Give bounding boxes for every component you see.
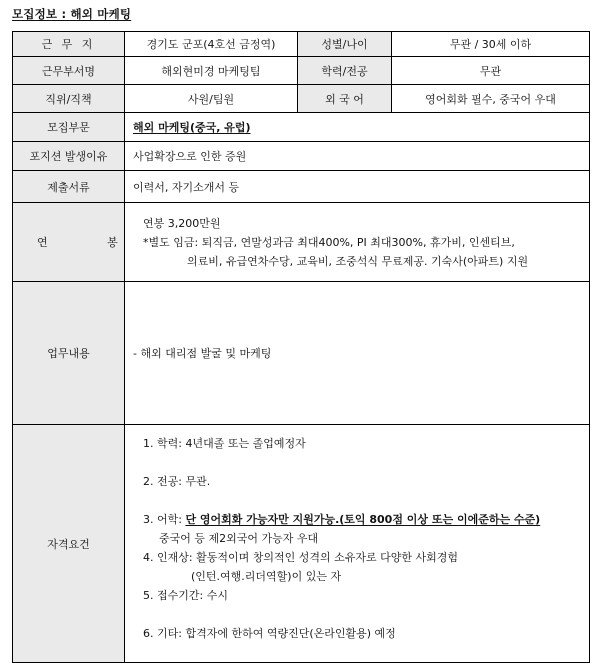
salary-line-2: *별도 임금: 퇴직금, 연말성과금 최대400%, PI 최대300%, 휴가비, 인센티브, bbox=[143, 236, 515, 249]
education-value: 무관 bbox=[392, 57, 590, 85]
requirement-1: 1. 학력: 4년대졸 또는 졸업예정자 bbox=[143, 437, 306, 450]
duties-value: - 해외 대리점 발굴 및 마케팅 bbox=[125, 282, 590, 425]
page-title: 모집정보 : 해외 마케팅 bbox=[12, 7, 132, 21]
requirement-5: 5. 접수기간: 수시 bbox=[143, 589, 228, 602]
requirement-2: 2. 전공: 무관. bbox=[143, 475, 211, 488]
requirement-4-sub: (인턴.여행.리더역할)이 있는 자 bbox=[191, 570, 342, 583]
documents-value: 이력서, 자기소개서 등 bbox=[125, 171, 590, 203]
recruitment-table bbox=[12, 31, 590, 663]
requirement-4: 4. 인재상: 활동적이며 창의적인 성격의 소유자로 다양한 사회경험 bbox=[143, 551, 458, 564]
salary-line-3: 의료비, 유급연차수당, 교육비, 조중석식 무료제공. 기숙사(아파트) 지원 bbox=[187, 255, 529, 268]
gender-age-label: 성별/나이 bbox=[298, 32, 392, 57]
location-value: 경기도 군포(4호선 금정역) bbox=[125, 32, 298, 57]
requirement-3: 3. 어학: 단 영어회화 가능자만 지원가능.(토익 800점 이상 또는 이에준하는 수준) bbox=[143, 513, 541, 526]
salary-label: 연 봉 bbox=[13, 203, 125, 282]
reason-value: 사업확장으로 인한 증원 bbox=[125, 142, 590, 171]
reason-label: 포지션 발생이유 bbox=[13, 142, 125, 171]
language-label: 외 국 어 bbox=[298, 85, 392, 113]
division-value: 해외 마케팅(중국, 유럽) bbox=[125, 113, 590, 142]
location-label: 근 무 지 bbox=[13, 32, 125, 57]
row-position bbox=[13, 85, 590, 113]
row-documents bbox=[13, 171, 590, 203]
position-value: 사원/팀원 bbox=[125, 85, 298, 113]
row-reason bbox=[13, 142, 590, 171]
language-value: 영어회화 필수, 중국어 우대 bbox=[392, 85, 590, 113]
requirement-6: 6. 기타: 합격자에 한하여 역량진단(온라인활용) 예정 bbox=[143, 627, 396, 640]
documents-label: 제출서류 bbox=[13, 171, 125, 203]
division-label: 모집부문 bbox=[13, 113, 125, 142]
row-duties bbox=[13, 282, 590, 425]
gender-age-value: 무관 / 30세 이하 bbox=[392, 32, 590, 57]
requirement-3-sub: 중국어 등 제2외국어 가능자 우대 bbox=[159, 532, 319, 545]
row-department bbox=[13, 57, 590, 85]
row-location bbox=[13, 32, 590, 57]
salary-line-1: 연봉 3,200만원 bbox=[143, 217, 221, 230]
education-label: 학력/전공 bbox=[298, 57, 392, 85]
duties-label: 업무내용 bbox=[13, 282, 125, 425]
dept-value: 해외현미경 마케팅팀 bbox=[125, 57, 298, 85]
row-salary bbox=[13, 203, 590, 282]
salary-value bbox=[125, 203, 590, 282]
requirement-3-emphasis: 단 영어회화 가능자만 지원가능.(토익 800점 이상 또는 이에준하는 수준) bbox=[185, 513, 541, 526]
row-requirements bbox=[13, 425, 590, 663]
position-label: 직위/직책 bbox=[13, 85, 125, 113]
dept-label: 근무부서명 bbox=[13, 57, 125, 85]
requirements-value bbox=[125, 425, 590, 663]
row-division bbox=[13, 113, 590, 142]
requirements-label: 자격요건 bbox=[13, 425, 125, 663]
